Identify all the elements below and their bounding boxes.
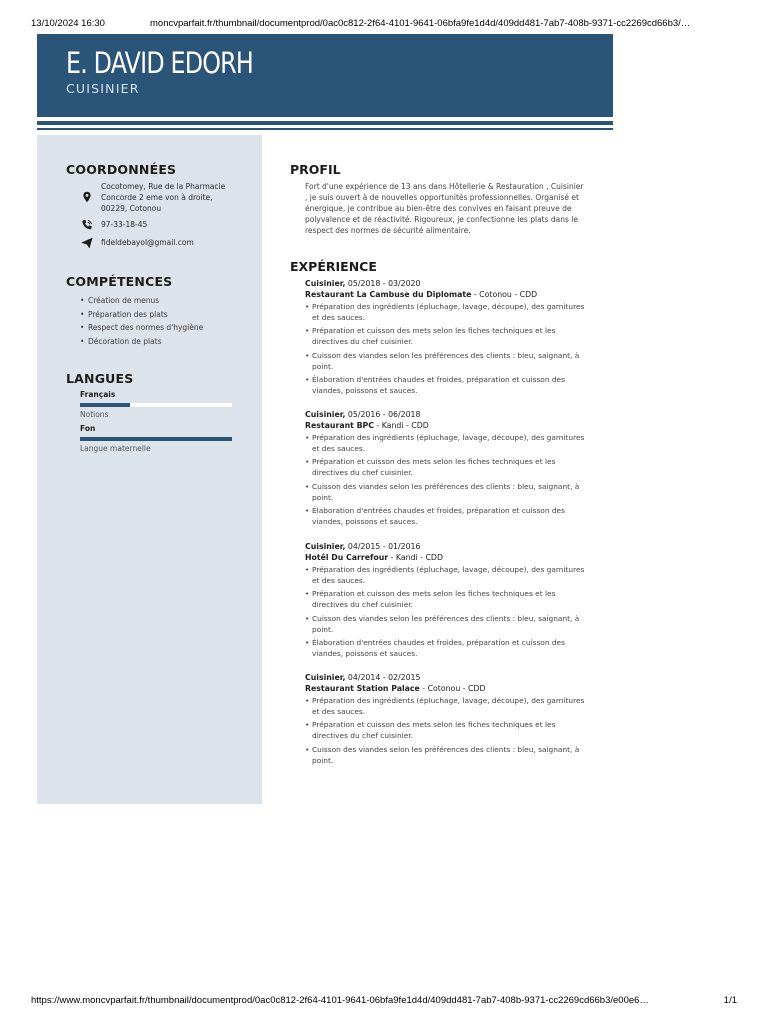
skill-item: • Préparation des plats xyxy=(80,308,203,322)
job-bullet: • Préparation et cuisson des mets selon les fiches techniques et les directives du chef cuisinier. xyxy=(305,720,590,742)
experience-entry xyxy=(305,673,590,769)
job-bullet: • Cuisson des viandes selon les préférences des clients : bleu, saignant, à point. xyxy=(305,482,590,504)
experience-entry xyxy=(305,279,590,399)
job-bullet: • Cuisson des viandes selon les préférences des clients : bleu, saignant, à point. xyxy=(305,745,590,767)
language-level: Notions xyxy=(80,410,109,419)
skills-section-title: COMPÉTENCES xyxy=(66,274,173,289)
send-icon xyxy=(81,237,93,249)
job-bullet: • Préparation des ingrédients (épluchage, lavage, découpe), des garnitures et des sauces. xyxy=(305,696,590,718)
header-banner xyxy=(37,34,613,117)
profile-text: Fort d'une expérience de 13 ans dans Hôtellerie & Restauration , Cuisinier , je suis ouvert à de nouvelles opportunités professionnelles. Organisé et énergique, je contribue au bien-être des convives en faisant preuve de polyvalence et de réactivité. Rigoureux, je confectionne les plats dans le respect des normes de sécurité alimentaire. xyxy=(305,182,584,235)
language-level-fill xyxy=(80,403,130,407)
print-header-url: moncvparfait.fr/thumbnail/documentprod/0ac0c812-2f64-4101-9641-06bfa9fe1d4d/409dd481-7ab7-408b-9371-cc2269cd66b3/… xyxy=(150,18,691,29)
job-bullets xyxy=(305,433,590,527)
header-divider-thick xyxy=(37,121,613,125)
job-heading xyxy=(305,279,590,300)
job-heading xyxy=(305,542,590,563)
job-heading xyxy=(305,410,590,431)
experience-entry xyxy=(305,542,590,662)
contact-phone: 97-33-18-45 xyxy=(101,220,148,229)
language-level-fill xyxy=(80,437,232,441)
skill-item: • Décoration de plats xyxy=(80,335,203,349)
language-item xyxy=(80,424,232,453)
print-footer-url: https://www.moncvparfait.fr/thumbnail/documentprod/0ac0c812-2f64-4101-9641-06bfa9fe1d4d/409dd481-7ab7-408b-9371-cc2269cd66b3/e00e6… xyxy=(31,995,649,1006)
job-bullet: • Cuisson des viandes selon les préférences des clients : bleu, saignant, à point. xyxy=(305,351,590,373)
job-bullet: • Élaboration d'entrées chaudes et froides, préparation et cuisson des viandes, poissons et sauces. xyxy=(305,506,590,528)
job-location: - Cotonou - CDD xyxy=(471,289,538,299)
language-level-bar xyxy=(80,403,232,407)
job-dates: 05/2016 - 06/2018 xyxy=(345,410,421,419)
job-bullet: • Préparation des ingrédients (épluchage, lavage, découpe), des garnitures et des sauces. xyxy=(305,433,590,455)
job-bullets xyxy=(305,302,590,396)
candidate-name: E. DAVID EDORH xyxy=(66,46,253,80)
job-role: Cuisinier, xyxy=(305,542,346,551)
job-bullets xyxy=(305,565,590,659)
contact-address: Cocotomey, Rue de la Pharmacie Concorde 2 eme von à droite, 00229, Cotonou xyxy=(101,182,226,213)
job-role: Cuisinier, xyxy=(305,410,346,419)
contact-email: fideldebayol@gmail.com xyxy=(101,238,194,247)
job-bullet: • Préparation et cuisson des mets selon les fiches techniques et les directives du chef cuisinier. xyxy=(305,589,590,611)
header-divider-thin xyxy=(37,128,613,130)
languages-section-title: LANGUES xyxy=(66,371,134,386)
job-dates: 04/2015 - 01/2016 xyxy=(345,542,421,551)
job-bullet: • Préparation et cuisson des mets selon les fiches techniques et les directives du chef cuisinier. xyxy=(305,326,590,348)
job-bullet: • Cuisson des viandes selon les préférences des clients : bleu, saignant, à point. xyxy=(305,614,590,636)
job-bullet: • Préparation des ingrédients (épluchage, lavage, découpe), des garnitures et des sauces. xyxy=(305,565,590,587)
page-number: 1/1 xyxy=(723,995,737,1006)
skill-item: • Création de menus xyxy=(80,294,203,308)
location-pin-icon xyxy=(81,191,93,203)
skills-list xyxy=(80,294,203,349)
language-level: Langue maternelle xyxy=(80,444,151,453)
language-level-bar xyxy=(80,437,232,441)
job-role: Cuisinier, xyxy=(305,673,346,682)
profile-section-title: PROFIL xyxy=(290,162,341,177)
job-bullets xyxy=(305,696,590,766)
job-bullet: • Élaboration d'entrées chaudes et froides, préparation et cuisson des viandes, poissons et sauces. xyxy=(305,375,590,397)
job-employer: Restaurant La Cambuse du Diplomate xyxy=(305,289,472,299)
print-date: 13/10/2024 16:30 xyxy=(31,18,105,29)
experience-section-title: EXPÉRIENCE xyxy=(290,259,377,274)
language-name: Français xyxy=(80,390,116,399)
job-location: - Kandi - CDD xyxy=(388,552,443,562)
resume-page xyxy=(37,34,613,804)
job-location: - Cotonou - CDD xyxy=(419,683,486,693)
language-item xyxy=(80,390,232,419)
sidebar xyxy=(37,135,262,804)
phone-icon xyxy=(81,219,93,231)
job-employer: Restaurant BPC xyxy=(305,420,374,430)
job-title: CUISINIER xyxy=(66,81,140,96)
job-location: - Kandi - CDD xyxy=(373,420,429,430)
language-name: Fon xyxy=(80,424,96,433)
job-employer: Restaurant Station Palace xyxy=(305,683,420,693)
job-dates: 05/2018 - 03/2020 xyxy=(345,279,421,288)
job-bullet: • Préparation des ingrédients (épluchage, lavage, découpe), des garnitures et des sauces. xyxy=(305,302,590,324)
experience-entry xyxy=(305,410,590,530)
job-bullet: • Élaboration d'entrées chaudes et froides, préparation et cuisson des viandes, poissons et sauces. xyxy=(305,638,590,660)
job-role: Cuisinier, xyxy=(305,279,346,288)
job-heading xyxy=(305,673,590,694)
skill-item: • Respect des normes d'hygiène xyxy=(80,321,203,335)
job-employer: Hotêl Du Carrefour xyxy=(305,552,389,562)
job-bullet: • Préparation et cuisson des mets selon les fiches techniques et les directives du chef cuisinier. xyxy=(305,457,590,479)
contact-section-title: COORDONNÉES xyxy=(66,162,177,177)
job-dates: 04/2014 - 02/2015 xyxy=(345,673,421,682)
